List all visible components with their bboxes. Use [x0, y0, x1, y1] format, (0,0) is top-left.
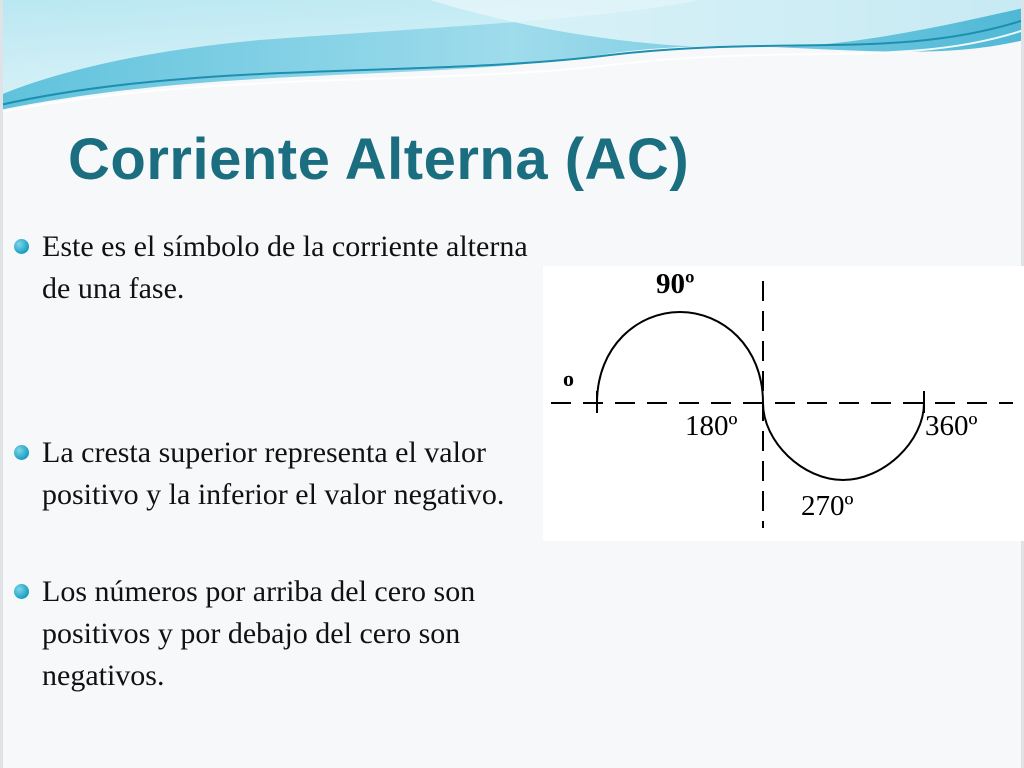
bullet-text: La cresta superior representa el valor positivo y la inferior el valor negativo.: [42, 436, 505, 511]
bullet-dot-icon: [14, 584, 29, 599]
sine-wave-svg: [543, 266, 1024, 541]
ac-sine-wave-diagram: [543, 266, 1024, 541]
label-180: 180º: [685, 410, 738, 442]
bullet-text: Los números por arriba del cero son positivos y por debajo del cero son negativos.: [42, 575, 476, 692]
positive-half-cycle: [597, 312, 763, 403]
bullet-text: Este es el símbolo de la corriente alterna de una fase.: [42, 230, 528, 305]
negative-half-cycle: [763, 403, 924, 480]
bullet-item: [14, 432, 554, 516]
bullet-dot-icon: [14, 445, 29, 460]
slide-title: Corriente Alterna (AC): [68, 127, 690, 192]
label-zero: o: [563, 366, 574, 391]
bullet-dot-icon: [14, 239, 29, 254]
bullet-item: [14, 571, 554, 697]
bullet-item: [14, 226, 554, 310]
label-90: 90º: [656, 268, 695, 300]
label-360: 360º: [925, 410, 978, 442]
label-270: 270º: [801, 490, 854, 522]
